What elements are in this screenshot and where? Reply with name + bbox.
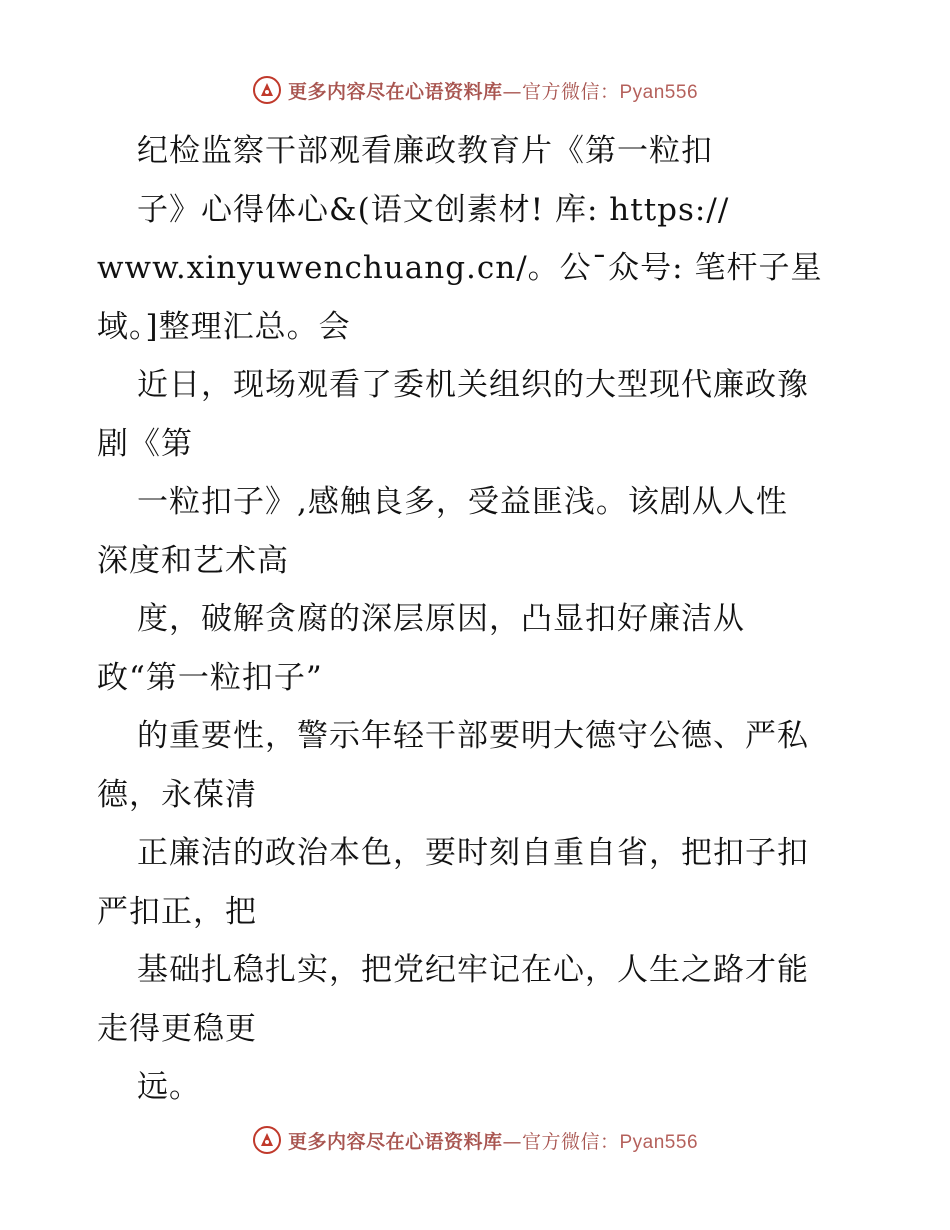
text-line: 政“第一粒扣子” <box>97 659 323 696</box>
pen-nib-logo-icon <box>252 1125 282 1155</box>
text-line: 基础扎稳扎实，把党纪牢记在心，人生之路才能 <box>137 952 809 988</box>
text-line: 域。]整理汇总。会 <box>97 308 351 345</box>
text-line: 剧《第 <box>97 425 193 462</box>
pen-nib-logo-icon <box>252 75 282 105</box>
header-banner <box>0 70 950 110</box>
text-line: 德，永葆清 <box>97 776 257 813</box>
banner-promo-text <box>288 1127 698 1154</box>
text-line: 度，破解贪腐的深层原因，凸显扣好廉洁从 <box>137 601 745 637</box>
footer-banner <box>0 1120 950 1160</box>
banner-wechat-id: Pyan556 <box>619 1131 699 1153</box>
banner-title: 更多内容尽在心语资料库 <box>287 1130 503 1153</box>
banner-wechat-label: 官方微信： <box>521 1130 620 1153</box>
banner-wechat-id: Pyan556 <box>619 81 699 103</box>
text-line: 深度和艺术高 <box>97 542 289 579</box>
text-line: 的重要性，警示年轻干部要明大德守公德、严私 <box>137 718 809 754</box>
banner-dash: — <box>502 80 522 103</box>
text-line: 远。 <box>137 1069 201 1105</box>
banner-title: 更多内容尽在心语资料库 <box>287 80 503 103</box>
text-line: 纪检监察干部观看廉政教育片《第一粒扣 <box>137 133 713 169</box>
text-line: 一粒扣子》,感触良多，受益匪浅。该剧从人性 <box>137 484 788 520</box>
document-body <box>97 122 857 1117</box>
text-line: 近日，现场观看了委机关组织的大型现代廉政豫 <box>137 367 809 403</box>
text-line: 严扣正，把 <box>97 893 257 930</box>
text-line: 走得更稳更 <box>97 1010 257 1047</box>
text-line: 正廉洁的政治本色，要时刻自重自省，把扣子扣 <box>137 835 809 871</box>
banner-promo-text <box>288 77 698 104</box>
text-line: 子》心得体心&(语文创素材! 库: https:// <box>137 191 730 228</box>
banner-dash: — <box>502 1130 522 1153</box>
text-line: www.xinyuwenchuang.cn/。公¯众号: 笔杆子星 <box>97 250 823 286</box>
banner-wechat-label: 官方微信： <box>521 80 620 103</box>
